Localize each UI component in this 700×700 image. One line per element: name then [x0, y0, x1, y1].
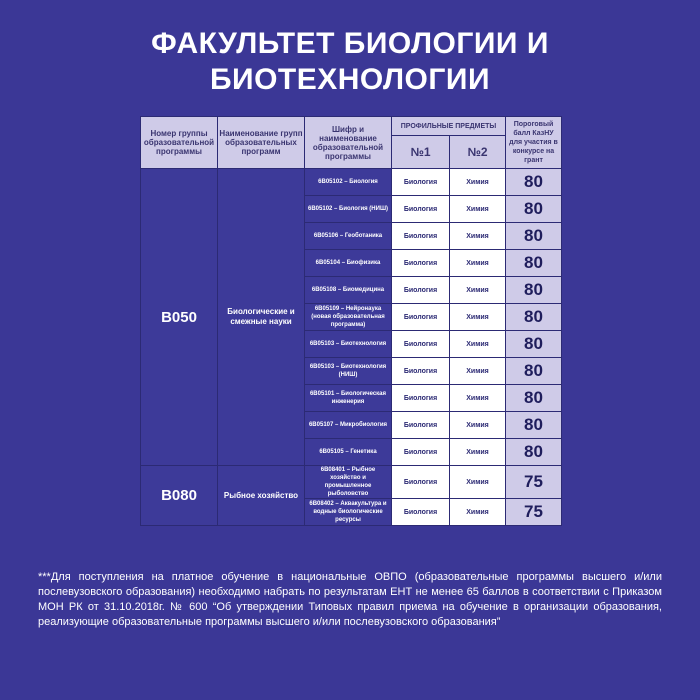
group-name: Биологические и смежные науки [218, 169, 305, 466]
subject-1-cell: Биология [392, 223, 450, 250]
threshold-score: 80 [506, 277, 562, 304]
threshold-score: 75 [506, 499, 562, 526]
program-cell: 6В05107 – Микробиология [305, 412, 392, 439]
threshold-score: 80 [506, 412, 562, 439]
title-line-2: БИОТЕХНОЛОГИИ [209, 63, 491, 96]
header-threshold: Пороговый балл КазНУ для участия в конкурсе на грант [506, 117, 562, 169]
group-code: B080 [141, 466, 218, 526]
program-cell: 6В05105 – Генетика [305, 439, 392, 466]
program-cell: 6В05108 – Биомедицина [305, 277, 392, 304]
program-cell: 6В05103 – Биотехнология (НИШ) [305, 358, 392, 385]
subject-1-cell: Биология [392, 412, 450, 439]
header-group-name: Наименование групп образовательных программ [218, 117, 305, 169]
program-cell: 6В08402 – Аквакультура и водные биологические ресурсы [305, 499, 392, 526]
footnote: ***Для поступления на платное обучение в национальные ОВПО (образовательные программы высшего и/или послевузовского образования) необходимо набрать по результатам ЕНТ не менее 65 баллов в соответствии с Приказом МОН РК от 31.10.2018г. № 600 “Об утверждении Типовых правил приема на обучение в организации образования, реализующие образовательные программы высшего и/или послевузовского образования” [38, 571, 662, 628]
subject-2-cell: Химия [450, 304, 506, 331]
header-subject-1: №1 [392, 136, 450, 169]
header-row-1 [141, 117, 562, 136]
program-cell: 6В05106 – Геоботаника [305, 223, 392, 250]
header-program: Шифр и наименование образовательной программы [305, 117, 392, 169]
program-cell: 6В05109 – Нейронаука (новая образовательная программа) [305, 304, 392, 331]
subject-2-cell: Химия [450, 196, 506, 223]
subject-1-cell: Биология [392, 304, 450, 331]
subject-2-cell: Химия [450, 439, 506, 466]
threshold-score: 80 [506, 196, 562, 223]
program-cell: 6В05101 – Биологическая инженерия [305, 385, 392, 412]
subject-1-cell: Биология [392, 385, 450, 412]
group-name: Рыбное хозяйство [218, 466, 305, 526]
threshold-score: 75 [506, 466, 562, 499]
subject-2-cell: Химия [450, 331, 506, 358]
subject-1-cell: Биология [392, 277, 450, 304]
threshold-score: 80 [506, 304, 562, 331]
threshold-score: 80 [506, 223, 562, 250]
subject-2-cell: Химия [450, 466, 506, 499]
subject-1-cell: Биология [392, 499, 450, 526]
subject-1-cell: Биология [392, 250, 450, 277]
subject-2-cell: Химия [450, 358, 506, 385]
program-cell: 6В05104 – Биофизика [305, 250, 392, 277]
subject-2-cell: Химия [450, 385, 506, 412]
subject-2-cell: Химия [450, 277, 506, 304]
threshold-score: 80 [506, 331, 562, 358]
threshold-score: 80 [506, 169, 562, 196]
subject-2-cell: Химия [450, 169, 506, 196]
table-row [141, 169, 562, 196]
subject-2-cell: Химия [450, 499, 506, 526]
subject-1-cell: Биология [392, 169, 450, 196]
subject-1-cell: Биология [392, 331, 450, 358]
subject-1-cell: Биология [392, 439, 450, 466]
threshold-score: 80 [506, 439, 562, 466]
header-profile-subjects: ПРОФИЛЬНЫЕ ПРЕДМЕТЫ [392, 117, 506, 136]
threshold-score: 80 [506, 250, 562, 277]
program-cell: 6В05102 – Биология [305, 169, 392, 196]
threshold-score: 80 [506, 385, 562, 412]
table-row [141, 466, 562, 499]
group-code: B050 [141, 169, 218, 466]
title-line-1: ФАКУЛЬТЕТ БИОЛОГИИ И [151, 27, 549, 60]
subject-2-cell: Химия [450, 223, 506, 250]
subject-1-cell: Биология [392, 466, 450, 499]
program-cell: 6В05102 – Биология (НИШ) [305, 196, 392, 223]
subject-2-cell: Химия [450, 250, 506, 277]
subject-1-cell: Биология [392, 196, 450, 223]
admission-table [140, 116, 562, 526]
threshold-score: 80 [506, 358, 562, 385]
header-group-number: Номер группы образовательной программы [141, 117, 218, 169]
subject-2-cell: Химия [450, 412, 506, 439]
program-cell: 6В05103 – Биотехнология [305, 331, 392, 358]
program-cell: 6В08401 – Рыбное хозяйство и промышленное рыболовство [305, 466, 392, 499]
subject-1-cell: Биология [392, 358, 450, 385]
page-title [0, 26, 700, 98]
header-subject-2: №2 [450, 136, 506, 169]
